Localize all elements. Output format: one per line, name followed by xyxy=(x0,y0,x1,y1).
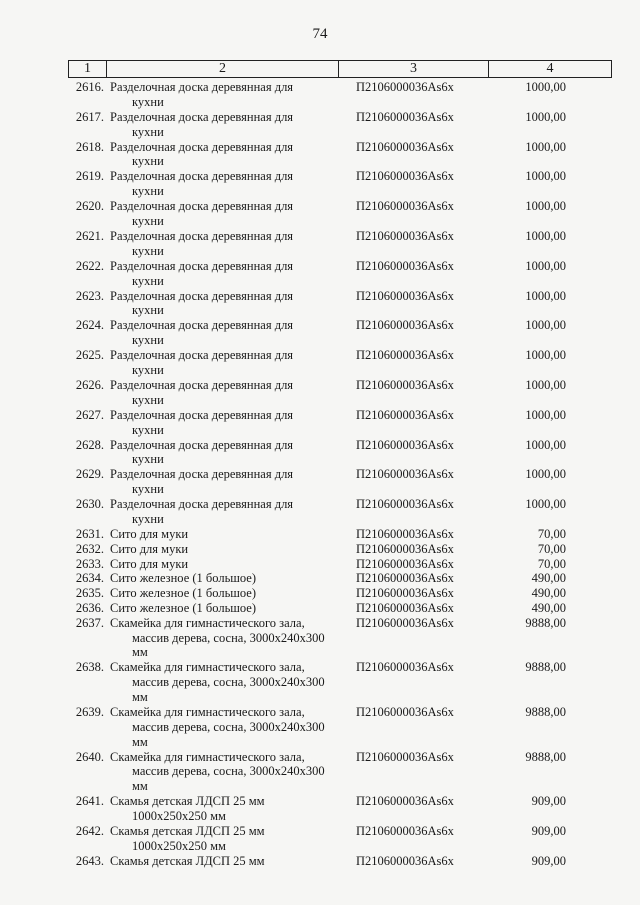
item-name-line: Скамья детская ЛДСП 25 мм xyxy=(110,853,265,868)
header-col-4: 4 xyxy=(546,61,554,76)
item-code: П2106000036Аs6х xyxy=(356,288,454,303)
row-number: 2638. xyxy=(75,660,104,675)
item-name xyxy=(106,854,348,869)
item-name-line: Разделочная доска деревянная для xyxy=(110,109,294,124)
table-row xyxy=(68,110,612,140)
row-number: 2633. xyxy=(75,556,104,571)
item-code: П2106000036Аs6х xyxy=(356,526,454,541)
table-row xyxy=(68,750,612,795)
item-name xyxy=(106,199,348,229)
item-name xyxy=(106,259,348,289)
item-name-line: Разделочная доска деревянная для xyxy=(110,169,294,184)
item-name-line: мм xyxy=(132,689,148,704)
header-col-3: 3 xyxy=(339,61,489,77)
item-name xyxy=(106,660,348,705)
item-name xyxy=(106,378,348,408)
item-name xyxy=(106,616,348,661)
header-col-2: 2 xyxy=(107,61,339,77)
item-code: П2106000036Аs6х xyxy=(356,600,454,615)
item-name-line: Разделочная доска деревянная для xyxy=(110,407,294,422)
row-number: 2618. xyxy=(75,139,104,154)
item-name-line: кухни xyxy=(132,184,164,199)
item-name-line: Скамья детская ЛДСП 25 мм xyxy=(110,823,265,838)
item-code: П2106000036Аs6х xyxy=(356,823,454,838)
item-code: П2106000036Аs6х xyxy=(356,80,454,94)
item-name-line: Разделочная доска деревянная для xyxy=(110,288,294,303)
item-name-line: массив дерева, сосна, 3000х240х300 xyxy=(132,719,325,734)
item-name xyxy=(106,824,348,854)
item-name-line: мм xyxy=(132,645,148,660)
item-code: П2106000036Аs6х xyxy=(356,497,454,512)
item-price: 1000,00 xyxy=(525,228,566,243)
item-price: 1000,00 xyxy=(525,467,566,482)
item-price: 1000,00 xyxy=(525,139,566,154)
item-price: 9888,00 xyxy=(525,660,566,675)
table-row xyxy=(68,824,612,854)
table-row xyxy=(68,318,612,348)
item-name-line: Скамья детская ЛДСП 25 мм xyxy=(110,794,265,809)
item-name-line: кухни xyxy=(132,154,164,169)
table-row xyxy=(68,259,612,289)
item-code: П2106000036Аs6х xyxy=(356,169,454,184)
row-number: 2625. xyxy=(75,348,104,363)
row-number: 2619. xyxy=(75,169,104,184)
item-name-line: мм xyxy=(132,734,148,749)
row-number: 2641. xyxy=(75,794,104,809)
item-code: П2106000036Аs6х xyxy=(356,318,454,333)
row-number: 2629. xyxy=(75,467,104,482)
row-number: 2635. xyxy=(75,586,104,601)
item-name xyxy=(106,571,348,586)
row-number: 2626. xyxy=(75,377,104,392)
item-code: П2106000036Аs6х xyxy=(356,541,454,556)
item-name-line: массив дерева, сосна, 3000х240х300 xyxy=(132,675,325,690)
item-name xyxy=(106,794,348,824)
row-number: 2627. xyxy=(75,407,104,422)
table-row xyxy=(68,571,612,586)
item-name-line: кухни xyxy=(132,482,164,497)
table-row xyxy=(68,408,612,438)
table-row xyxy=(68,229,612,259)
table-row xyxy=(68,289,612,319)
table-row xyxy=(68,586,612,601)
item-price: 1000,00 xyxy=(525,377,566,392)
item-code: П2106000036Аs6х xyxy=(356,109,454,124)
table-row xyxy=(68,497,612,527)
item-price: 490,00 xyxy=(531,571,566,586)
item-code: П2106000036Аs6х xyxy=(356,660,454,675)
item-name xyxy=(106,497,348,527)
item-name xyxy=(106,318,348,348)
item-code: П2106000036Аs6х xyxy=(356,407,454,422)
item-price: 70,00 xyxy=(537,541,566,556)
item-name-line: кухни xyxy=(132,422,164,437)
item-name-line: Разделочная доска деревянная для xyxy=(110,228,294,243)
item-price: 1000,00 xyxy=(525,258,566,273)
item-name xyxy=(106,408,348,438)
row-number: 2628. xyxy=(75,437,104,452)
table-row xyxy=(68,854,612,869)
item-name-line: кухни xyxy=(132,452,164,467)
item-name-line: Сито железное (1 большое) xyxy=(110,600,257,615)
row-number: 2623. xyxy=(75,288,104,303)
item-name-line: Разделочная доска деревянная для xyxy=(110,497,294,512)
item-price: 1000,00 xyxy=(525,199,566,214)
item-name-line: кухни xyxy=(132,213,164,228)
table-row xyxy=(68,527,612,542)
item-code: П2106000036Аs6х xyxy=(356,556,454,571)
item-price: 490,00 xyxy=(531,586,566,601)
item-name-line: Сито железное (1 большое) xyxy=(110,571,257,586)
item-price: 1000,00 xyxy=(525,348,566,363)
row-number: 2637. xyxy=(75,615,104,630)
item-name-line: Сито для муки xyxy=(110,541,189,556)
item-price: 1000,00 xyxy=(525,109,566,124)
row-number: 2643. xyxy=(75,853,104,868)
item-name-line: Сито железное (1 большое) xyxy=(110,586,257,601)
row-number: 2631. xyxy=(75,526,104,541)
item-code: П2106000036Аs6х xyxy=(356,794,454,809)
item-name-line: Разделочная доска деревянная для xyxy=(110,318,294,333)
item-price: 9888,00 xyxy=(525,749,566,764)
item-name-line: Разделочная доска деревянная для xyxy=(110,139,294,154)
item-name-line: Разделочная доска деревянная для xyxy=(110,467,294,482)
table-row xyxy=(68,348,612,378)
table-row xyxy=(68,467,612,497)
item-price: 70,00 xyxy=(537,526,566,541)
item-name-line: Скамейка для гимнастического зала, xyxy=(110,660,305,675)
item-name-line: кухни xyxy=(132,94,164,109)
item-name xyxy=(106,527,348,542)
item-name xyxy=(106,542,348,557)
table-row xyxy=(68,169,612,199)
row-number: 2617. xyxy=(75,109,104,124)
item-code: П2106000036Аs6х xyxy=(356,377,454,392)
item-name-line: кухни xyxy=(132,303,164,318)
item-name-line: массив дерева, сосна, 3000х240х300 xyxy=(132,630,325,645)
row-number: 2639. xyxy=(75,704,104,719)
item-name xyxy=(106,110,348,140)
item-name-line: Разделочная доска деревянная для xyxy=(110,80,294,94)
item-name-line: Разделочная доска деревянная для xyxy=(110,199,294,214)
row-number: 2634. xyxy=(75,571,104,586)
item-code: П2106000036Аs6х xyxy=(356,749,454,764)
item-name xyxy=(106,438,348,468)
item-code: П2106000036Аs6х xyxy=(356,467,454,482)
item-price: 70,00 xyxy=(537,556,566,571)
item-name-line: кухни xyxy=(132,243,164,258)
table-header xyxy=(68,60,612,78)
item-code: П2106000036Аs6х xyxy=(356,199,454,214)
item-price: 490,00 xyxy=(531,600,566,615)
item-price: 909,00 xyxy=(531,823,566,838)
table-row xyxy=(68,794,612,824)
table-row xyxy=(68,601,612,616)
item-price: 909,00 xyxy=(531,794,566,809)
item-price: 1000,00 xyxy=(525,169,566,184)
table-row xyxy=(68,660,612,705)
table-row xyxy=(68,80,612,110)
item-name xyxy=(106,169,348,199)
row-number: 2616. xyxy=(75,80,104,94)
item-name-line: мм xyxy=(132,779,148,794)
item-name-line: массив дерева, сосна, 3000х240х300 xyxy=(132,764,325,779)
item-name-line: Скамейка для гимнастического зала, xyxy=(110,704,305,719)
item-code: П2106000036Аs6х xyxy=(356,437,454,452)
row-number: 2636. xyxy=(75,600,104,615)
item-name xyxy=(106,229,348,259)
row-number: 2640. xyxy=(75,749,104,764)
item-name-line: кухни xyxy=(132,273,164,288)
item-name-line: Разделочная доска деревянная для xyxy=(110,437,294,452)
item-code: П2106000036Аs6х xyxy=(356,228,454,243)
row-number: 2620. xyxy=(75,199,104,214)
item-code: П2106000036Аs6х xyxy=(356,571,454,586)
table-row xyxy=(68,140,612,170)
item-name-line: Скамейка для гимнастического зала, xyxy=(110,615,305,630)
item-name xyxy=(106,586,348,601)
item-name xyxy=(106,467,348,497)
table-row xyxy=(68,199,612,229)
table-body xyxy=(68,80,612,869)
item-price: 1000,00 xyxy=(525,407,566,422)
table-row xyxy=(68,378,612,408)
item-code: П2106000036Аs6х xyxy=(356,348,454,363)
row-number: 2630. xyxy=(75,497,104,512)
item-price: 1000,00 xyxy=(525,318,566,333)
item-name-line: кухни xyxy=(132,124,164,139)
item-code: П2106000036Аs6х xyxy=(356,139,454,154)
item-name-line: Скамейка для гимнастического зала, xyxy=(110,749,305,764)
item-name xyxy=(106,601,348,616)
item-code: П2106000036Аs6х xyxy=(356,853,454,868)
item-name xyxy=(106,348,348,378)
item-name-line: Сито для муки xyxy=(110,526,189,541)
item-name-line: Сито для муки xyxy=(110,556,189,571)
item-name-line: кухни xyxy=(132,362,164,377)
page-number: 74 xyxy=(312,26,328,42)
row-number: 2621. xyxy=(75,228,104,243)
table-row xyxy=(68,438,612,468)
row-number: 2624. xyxy=(75,318,104,333)
item-price: 9888,00 xyxy=(525,704,566,719)
item-name xyxy=(106,80,348,110)
item-code: П2106000036Аs6х xyxy=(356,586,454,601)
item-name xyxy=(106,750,348,795)
item-price: 1000,00 xyxy=(525,80,566,94)
row-number: 2632. xyxy=(75,541,104,556)
table-row xyxy=(68,705,612,750)
row-number: 2622. xyxy=(75,258,104,273)
item-name-line: Разделочная доска деревянная для xyxy=(110,258,294,273)
item-name-line: Разделочная доска деревянная для xyxy=(110,377,294,392)
item-name-line: кухни xyxy=(132,511,164,526)
item-name-line: кухни xyxy=(132,392,164,407)
item-name xyxy=(106,705,348,750)
item-price: 1000,00 xyxy=(525,437,566,452)
item-name xyxy=(106,289,348,319)
table-row xyxy=(68,616,612,661)
item-price: 909,00 xyxy=(531,853,566,868)
item-price: 1000,00 xyxy=(525,288,566,303)
item-name xyxy=(106,140,348,170)
table-row xyxy=(68,542,612,557)
header-col-1: 1 xyxy=(69,61,107,77)
item-code: П2106000036Аs6х xyxy=(356,615,454,630)
item-code: П2106000036Аs6х xyxy=(356,704,454,719)
item-name-line: 1000х250х250 мм xyxy=(132,808,226,823)
item-code: П2106000036Аs6х xyxy=(356,258,454,273)
item-name-line: Разделочная доска деревянная для xyxy=(110,348,294,363)
item-price: 9888,00 xyxy=(525,615,566,630)
item-name-line: кухни xyxy=(132,333,164,348)
item-name xyxy=(106,557,348,572)
row-number: 2642. xyxy=(75,823,104,838)
item-price: 1000,00 xyxy=(525,497,566,512)
item-name-line: 1000х250х250 мм xyxy=(132,838,226,853)
table-row xyxy=(68,557,612,572)
